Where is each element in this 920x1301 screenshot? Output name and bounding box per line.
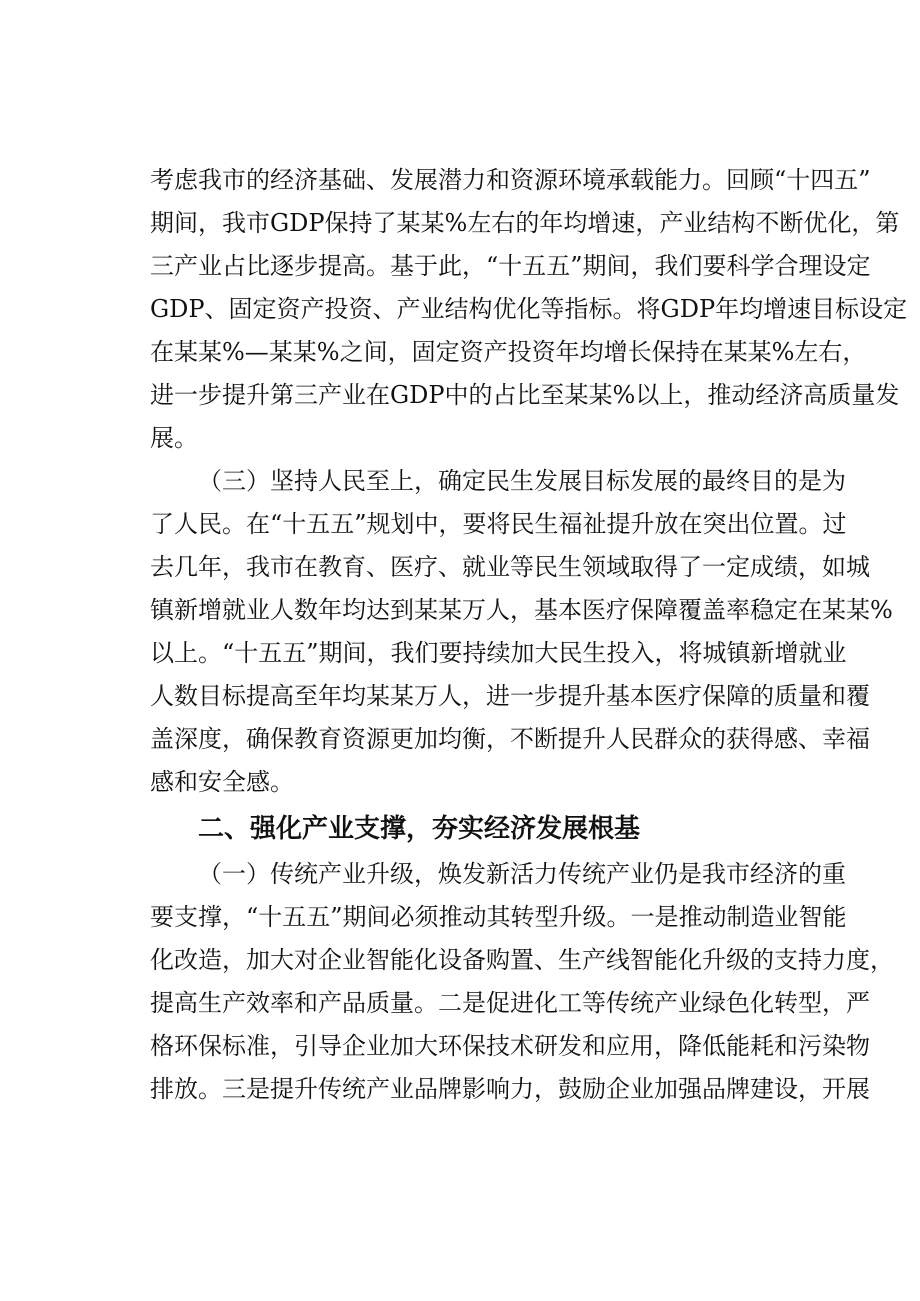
- paragraph-1-line-7: 展。: [150, 424, 198, 452]
- paragraph-2-line-7: 盖深度，确保教育资源更加均衡，不断提升人民群众的获得感、幸福: [150, 725, 870, 753]
- paragraph-3-line-6: 排放。三是提升传统产业品牌影响力，鼓励企业加强品牌建设，开展: [150, 1075, 870, 1103]
- paragraph-2-line-3: 去几年，我市在教育、医疗、就业等民生领域取得了一定成绩，如城: [150, 553, 870, 581]
- paragraph-2-line-1: （三）坚持人民至上，确定民生发展目标发展的最终目的是为: [198, 467, 846, 495]
- paragraph-2-line-8: 感和安全感。: [150, 768, 294, 796]
- paragraph-1-line-6: 进一步提升第三产业在GDP中的占比至某某%以上，推动经济高质量发: [150, 381, 900, 409]
- paragraph-3-line-3: 化改造，加大对企业智能化设备购置、生产线智能化升级的支持力度，: [150, 946, 894, 974]
- paragraph-2-line-2: 了人民。在“十五五”规划中，要将民生福祉提升放在突出位置。过: [150, 510, 847, 538]
- paragraph-1-line-2: 期间，我市GDP保持了某某%左右的年均增速，产业结构不断优化，第: [150, 209, 900, 237]
- paragraph-2-line-4: 镇新增就业人数年均达到某某万人，基本医疗保障覆盖率稳定在某某%: [150, 596, 893, 624]
- paragraph-3-line-1: （一）传统产业升级，焕发新活力传统产业仍是我市经济的重: [198, 860, 846, 888]
- paragraph-1-line-1: 考虑我市的经济基础、发展潜力和资源环境承载能力。回顾“十四五”: [150, 166, 871, 194]
- paragraph-3-line-2: 要支撑，“十五五”期间必须推动其转型升级。一是推动制造业智能: [150, 903, 847, 931]
- paragraph-1-line-5: 在某某%—某某%之间，固定资产投资年均增长保持在某某%左右，: [150, 338, 867, 366]
- paragraph-1-line-4: GDP、固定资产投资、产业结构优化等指标。将GDP年均增速目标设定: [150, 295, 908, 323]
- paragraph-1-line-3: 三产业占比逐步提高。基于此，“十五五”期间，我们要科学合理设定: [150, 252, 871, 280]
- section-heading: 二、强化产业支撑，夯实经济发展根基: [198, 814, 641, 844]
- paragraph-3-line-5: 格环保标准，引导企业加大环保技术研发和应用，降低能耗和污染物: [150, 1032, 870, 1060]
- paragraph-2-line-6: 人数目标提高至年均某某万人，进一步提升基本医疗保障的质量和覆: [150, 682, 870, 710]
- paragraph-3-line-4: 提高生产效率和产品质量。二是促进化工等传统产业绿色化转型，严: [150, 989, 870, 1017]
- paragraph-2-line-5: 以上。“十五五”期间，我们要持续加大民生投入，将城镇新增就业: [150, 639, 847, 667]
